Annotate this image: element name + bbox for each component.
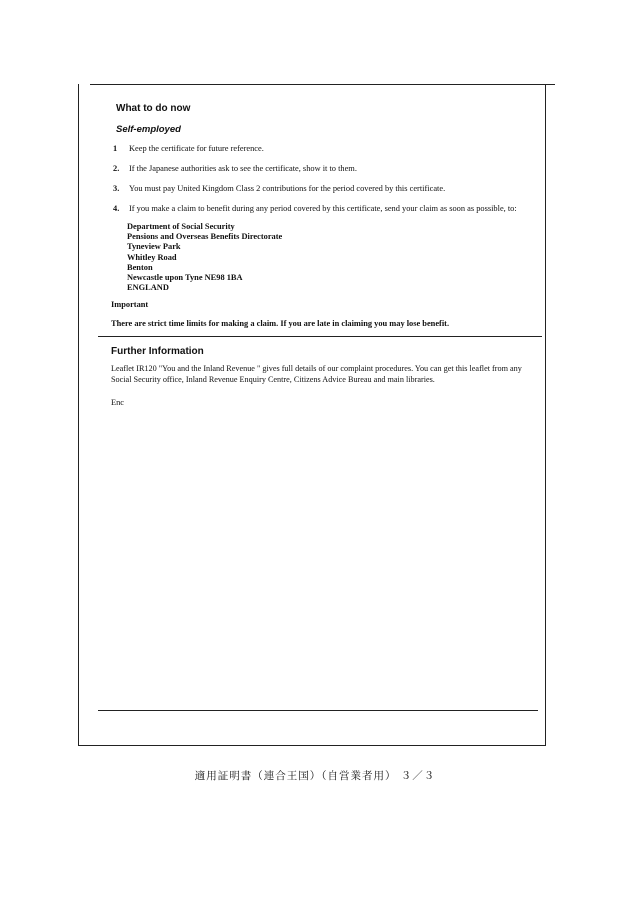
enclosure-label: Enc — [111, 398, 125, 407]
address-line: Newcastle upon Tyne NE98 1BA — [127, 273, 243, 283]
address-line: Pensions and Overseas Benefits Directorate — [127, 232, 283, 242]
address-line: ENGLAND — [127, 283, 169, 293]
item-number: 3. — [113, 184, 120, 193]
item-text: If the Japanese authorities ask to see the certificate, show it to them. — [129, 164, 357, 173]
subsection-title: Self-employed — [116, 124, 181, 135]
section-title: What to do now — [116, 103, 191, 114]
section-divider — [98, 336, 542, 337]
important-text: There are strict time limits for making a claim. If you are late in claiming you may lose benefit. — [111, 319, 450, 328]
further-info-title: Further Information — [111, 346, 204, 357]
list-item — [113, 163, 357, 174]
bottom-divider — [98, 710, 538, 711]
item-number: 2. — [113, 164, 120, 173]
address-line: Whitley Road — [127, 252, 177, 262]
address-line: Tyneview Park — [127, 242, 181, 252]
list-item — [113, 203, 517, 214]
address-line: Department of Social Security — [127, 222, 235, 231]
further-info-text: Leaflet IR120 "You and the Inland Revenue " gives full details of our complaint procedures. You can get this leaflet from any Social Security office, Inland Revenue Enquiry Centre, Citizens Advice Bureau and main libraries. — [111, 364, 522, 384]
item-number: 4. — [113, 204, 120, 213]
page-footer: 適用証明書（連合王国）（自営業者用） ３／３ — [194, 770, 436, 782]
important-label: Important — [111, 300, 149, 309]
item-text: If you make a claim to benefit during any period covered by this certificate, send your claim as soon as possible, to: — [129, 204, 517, 213]
item-number: 1 — [113, 144, 118, 153]
address-block — [127, 222, 282, 293]
list-item — [113, 143, 264, 154]
list-item — [113, 183, 445, 194]
item-text: Keep the certificate for future reference. — [129, 144, 264, 153]
address-line: Benton — [127, 262, 153, 272]
item-text: You must pay United Kingdom Class 2 contributions for the period covered by this certificate. — [129, 184, 446, 193]
